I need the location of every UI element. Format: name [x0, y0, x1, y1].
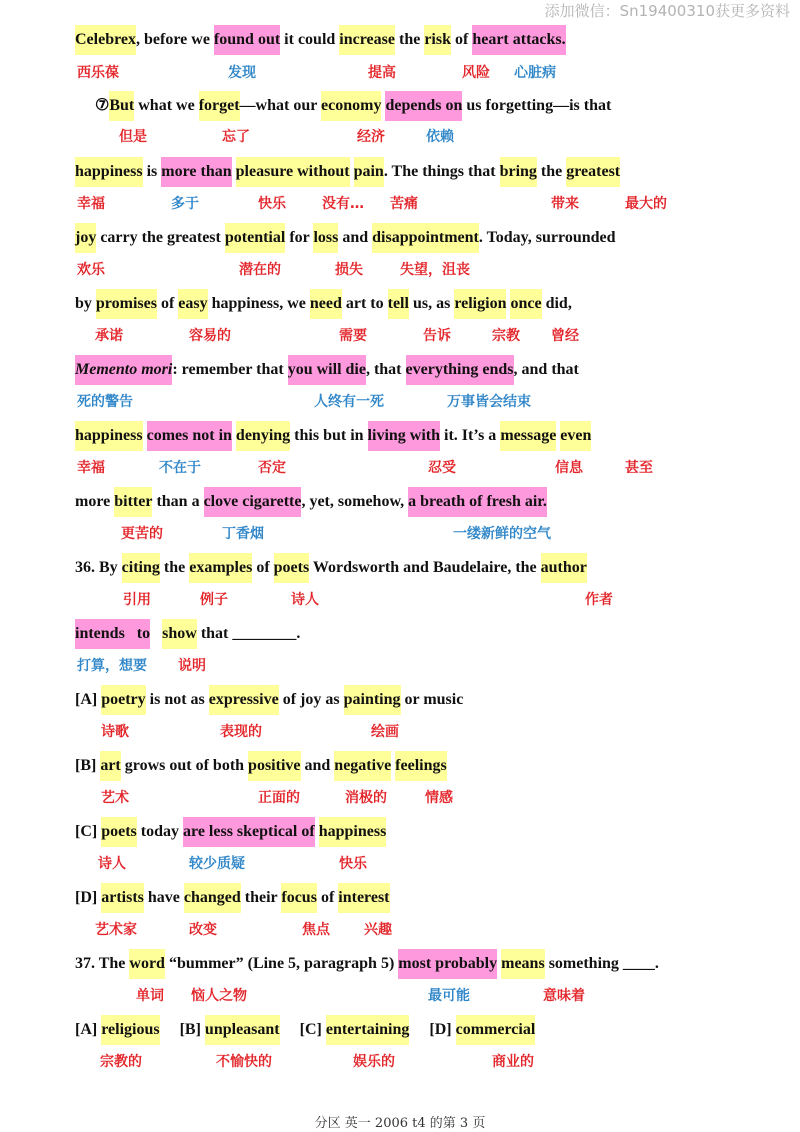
highlighted-phrase: more than: [161, 157, 231, 187]
text-run: it could: [280, 31, 340, 48]
highlighted-phrase: feelings: [395, 751, 447, 781]
text-run: of: [156, 295, 179, 312]
text-run: ⑦: [75, 97, 110, 114]
highlighted-phrase: But: [109, 91, 134, 121]
text-line: [75, 91, 611, 121]
highlighted-phrase: tell: [388, 289, 409, 319]
text-run: , and that: [513, 361, 579, 378]
chinese-gloss: 依赖: [426, 129, 454, 145]
text-line: [75, 289, 572, 319]
chinese-gloss: 不愉快的: [216, 1054, 272, 1070]
chinese-gloss: 丁香烟: [222, 526, 264, 542]
text-run: of: [450, 31, 473, 48]
highlighted-phrase: bring: [500, 157, 537, 187]
chinese-gloss: 恼人之物: [191, 988, 247, 1004]
chinese-gloss: 提高: [368, 65, 396, 81]
chinese-gloss: 最可能: [428, 988, 470, 1004]
text-run: of: [316, 889, 339, 906]
highlighted-phrase: author: [541, 553, 587, 583]
text-run: that ________.: [196, 625, 301, 642]
text-run: and: [300, 757, 335, 774]
text-line: [75, 553, 587, 583]
text-line: [75, 25, 566, 55]
text-run: 37. The: [75, 955, 130, 972]
chinese-gloss: 否定: [258, 460, 286, 476]
chinese-gloss: 人终有一死: [314, 394, 384, 410]
chinese-gloss: 没有…: [322, 196, 364, 212]
chinese-gloss: 死的警告: [77, 394, 133, 410]
chinese-gloss: 信息: [555, 460, 583, 476]
text-run: [C]: [75, 823, 102, 840]
text-run: or music: [400, 691, 464, 708]
chinese-gloss: 娱乐的: [353, 1054, 395, 1070]
highlighted-phrase: even: [560, 421, 591, 451]
chinese-gloss: 苦痛: [390, 196, 418, 212]
text-line: [75, 685, 463, 715]
text-run: art to: [341, 295, 388, 312]
text-run: grows out of both: [120, 757, 249, 774]
text-line: [75, 619, 300, 649]
text-line: [75, 1015, 535, 1045]
highlighted-phrase: happiness: [319, 817, 387, 847]
highlighted-phrase: religion: [454, 289, 506, 319]
highlighted-phrase: interest: [338, 883, 389, 913]
text-run: today: [136, 823, 184, 840]
chinese-gloss: 改变: [189, 922, 217, 938]
text-run: , yet, somehow,: [301, 493, 409, 510]
text-run: [150, 619, 162, 649]
chinese-gloss: 西乐葆: [77, 65, 119, 81]
chinese-gloss: 忍受: [428, 460, 456, 476]
text-line: [75, 487, 547, 517]
text-run: their: [240, 889, 282, 906]
text-line: [75, 883, 390, 913]
highlighted-phrase: increase: [339, 25, 395, 55]
text-line: [75, 751, 447, 781]
highlighted-phrase: greatest: [566, 157, 620, 187]
chinese-gloss: 心脏病: [514, 65, 556, 81]
chinese-gloss: 诗人: [98, 856, 126, 872]
chinese-gloss: 失望，沮丧: [400, 262, 470, 278]
highlighted-phrase: citing: [122, 553, 160, 583]
highlighted-phrase: everything ends: [406, 355, 514, 385]
text-run: . The things that: [383, 163, 500, 180]
highlighted-phrase: changed: [184, 883, 241, 913]
chinese-gloss: 但是: [119, 129, 147, 145]
text-run: “bummer” (Line 5, paragraph 5): [164, 955, 399, 972]
chinese-gloss: 兴趣: [364, 922, 392, 938]
text-run: [D]: [409, 1021, 456, 1038]
highlighted-phrase: intends to: [75, 619, 150, 649]
chinese-gloss: 焦点: [302, 922, 330, 938]
chinese-gloss: 容易的: [189, 328, 231, 344]
highlighted-phrase: expressive: [209, 685, 279, 715]
highlighted-phrase: loss: [313, 223, 338, 253]
highlighted-phrase: art: [100, 751, 120, 781]
highlighted-phrase: means: [501, 949, 545, 979]
highlighted-phrase: Memento mori: [75, 355, 172, 385]
text-run: and: [338, 229, 373, 246]
chinese-gloss: 说明: [178, 658, 206, 674]
chinese-gloss: 情感: [425, 790, 453, 806]
chinese-gloss: 打算，想要: [77, 658, 147, 674]
highlighted-phrase: denying: [236, 421, 290, 451]
page-footer: 分区 英一 2006 t4 的第 3 页: [314, 1116, 486, 1131]
highlighted-phrase: clove cigarette: [204, 487, 302, 517]
highlighted-phrase: pleasure without: [236, 157, 350, 187]
chinese-gloss: 承诺: [95, 328, 123, 344]
highlighted-phrase: unpleasant: [205, 1015, 280, 1045]
text-run: [C]: [279, 1021, 326, 1038]
chinese-gloss: 宗教的: [100, 1054, 142, 1070]
text-run: is: [142, 163, 162, 180]
highlighted-phrase: you will die: [288, 355, 366, 385]
text-run: , that: [365, 361, 406, 378]
highlighted-phrase: focus: [281, 883, 317, 913]
chinese-gloss: 带来: [551, 196, 579, 212]
highlighted-phrase: commercial: [456, 1015, 536, 1045]
chinese-gloss: 多于: [171, 196, 199, 212]
highlighted-phrase: disappointment: [372, 223, 479, 253]
chinese-gloss: 一缕新鲜的空气: [453, 526, 551, 542]
chinese-gloss: 需要: [339, 328, 367, 344]
chinese-gloss: 幸福: [77, 196, 105, 212]
chinese-gloss: 曾经: [551, 328, 579, 344]
highlighted-phrase: a breath of fresh air.: [408, 487, 547, 517]
highlighted-phrase: entertaining: [326, 1015, 410, 1045]
text-run: carry the greatest: [96, 229, 225, 246]
chinese-gloss: 甚至: [625, 460, 653, 476]
highlighted-phrase: once: [510, 289, 541, 319]
text-run: this but in: [290, 427, 368, 444]
chinese-gloss: 潜在的: [239, 262, 281, 278]
text-line: [75, 817, 386, 847]
chinese-gloss: 绘画: [371, 724, 399, 740]
chinese-gloss: 诗人: [291, 592, 319, 608]
chinese-gloss: 不在于: [159, 460, 201, 476]
chinese-gloss: 快乐: [258, 196, 286, 212]
highlighted-phrase: pain: [354, 157, 384, 187]
highlighted-phrase: painting: [344, 685, 401, 715]
highlighted-phrase: easy: [178, 289, 207, 319]
text-run: us, as: [408, 295, 455, 312]
text-run: more: [75, 493, 115, 510]
highlighted-phrase: most probably: [398, 949, 497, 979]
chinese-gloss: 幸福: [77, 460, 105, 476]
chinese-gloss: 损失: [335, 262, 363, 278]
chinese-gloss: 意味着: [543, 988, 585, 1004]
text-run: : remember that: [172, 361, 288, 378]
text-run: [B]: [75, 757, 101, 774]
chinese-gloss: 忘了: [222, 129, 250, 145]
highlighted-phrase: word: [129, 949, 165, 979]
chinese-gloss: 艺术家: [95, 922, 137, 938]
text-run: of: [252, 559, 274, 576]
highlighted-phrase: depends on: [385, 91, 462, 121]
text-run: have: [143, 889, 184, 906]
text-run: [B]: [159, 1021, 205, 1038]
chinese-gloss: 例子: [200, 592, 228, 608]
highlighted-phrase: positive: [248, 751, 300, 781]
text-run: for: [285, 229, 314, 246]
text-run: than a: [152, 493, 204, 510]
chinese-gloss: 更苦的: [121, 526, 163, 542]
highlighted-phrase: artists: [101, 883, 144, 913]
chinese-gloss: 快乐: [339, 856, 367, 872]
chinese-gloss: 引用: [123, 592, 151, 608]
text-run: [A]: [75, 1021, 102, 1038]
text-run: the: [536, 163, 567, 180]
text-run: happiness, we: [207, 295, 310, 312]
text-line: [75, 421, 591, 451]
chinese-gloss: 最大的: [625, 196, 667, 212]
text-run: us forgetting—is that: [462, 97, 612, 114]
chinese-gloss: 作者: [585, 592, 613, 608]
highlighted-phrase: are less skeptical of: [183, 817, 315, 847]
chinese-gloss: 欢乐: [77, 262, 105, 278]
highlighted-phrase: negative: [334, 751, 391, 781]
highlighted-phrase: forget: [199, 91, 240, 121]
text-run: is not as: [145, 691, 209, 708]
chinese-gloss: 艺术: [101, 790, 129, 806]
text-run: —what our: [239, 97, 322, 114]
highlighted-phrase: joy: [75, 223, 96, 253]
chinese-gloss: 单词: [136, 988, 164, 1004]
text-run: 36. By: [75, 559, 122, 576]
highlighted-phrase: religious: [101, 1015, 159, 1045]
highlighted-phrase: comes not in: [147, 421, 232, 451]
highlighted-phrase: bitter: [114, 487, 152, 517]
highlighted-phrase: heart attacks.: [472, 25, 565, 55]
text-run: of joy as: [278, 691, 344, 708]
highlighted-phrase: poets: [101, 817, 137, 847]
chinese-gloss: 发现: [228, 65, 256, 81]
chinese-gloss: 经济: [357, 129, 385, 145]
chinese-gloss: 消极的: [345, 790, 387, 806]
text-line: [75, 355, 579, 385]
text-run: [A]: [75, 691, 102, 708]
highlighted-phrase: potential: [225, 223, 285, 253]
highlighted-phrase: happiness: [75, 421, 143, 451]
highlighted-phrase: Celebrex: [75, 25, 136, 55]
text-run: it. It’s a: [440, 427, 501, 444]
highlighted-phrase: need: [310, 289, 342, 319]
text-run: . Today, surrounded: [478, 229, 616, 246]
highlighted-phrase: show: [162, 619, 197, 649]
chinese-gloss: 较少质疑: [189, 856, 245, 872]
watermark: 添加微信：Sn19400310获更多资料: [544, 2, 790, 20]
chinese-gloss: 正面的: [258, 790, 300, 806]
highlighted-phrase: happiness: [75, 157, 143, 187]
highlighted-phrase: poetry: [101, 685, 145, 715]
highlighted-phrase: poets: [274, 553, 310, 583]
chinese-gloss: 宗教: [492, 328, 520, 344]
chinese-gloss: 风险: [462, 65, 490, 81]
chinese-gloss: 万事皆会结束: [447, 394, 531, 410]
text-line: [75, 949, 659, 979]
chinese-gloss: 商业的: [492, 1054, 534, 1070]
text-run: did,: [541, 295, 572, 312]
highlighted-phrase: economy: [321, 91, 381, 121]
highlighted-phrase: examples: [189, 553, 252, 583]
text-run: [D]: [75, 889, 102, 906]
text-line: [75, 223, 616, 253]
highlighted-phrase: promises: [96, 289, 157, 319]
text-run: the: [159, 559, 190, 576]
chinese-gloss: 告诉: [423, 328, 451, 344]
text-run: the: [394, 31, 425, 48]
highlighted-phrase: message: [500, 421, 556, 451]
text-run: something ____.: [544, 955, 659, 972]
text-run: , before we: [136, 31, 214, 48]
chinese-gloss: 诗歌: [101, 724, 129, 740]
text-run: by: [75, 295, 96, 312]
highlighted-phrase: found out: [214, 25, 280, 55]
highlighted-phrase: risk: [424, 25, 451, 55]
text-run: Wordsworth and Baudelaire, the: [309, 559, 541, 576]
chinese-gloss: 表现的: [220, 724, 262, 740]
highlighted-phrase: living with: [368, 421, 440, 451]
text-run: what we: [134, 97, 199, 114]
text-line: [75, 157, 620, 187]
